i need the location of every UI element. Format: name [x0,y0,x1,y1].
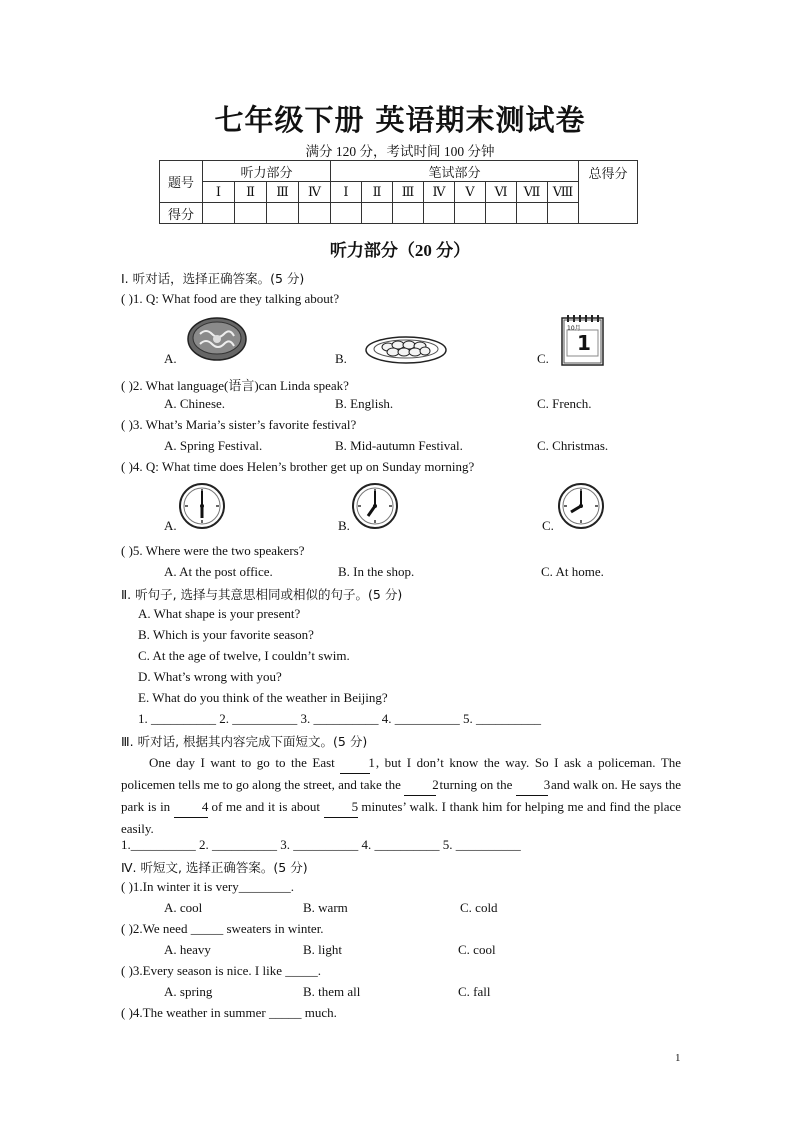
p4q3-option-b: B. them all [303,984,361,999]
part1-q2: ( )2. What language(语言)can Linda speak? [121,378,349,393]
listening-col: Ⅳ [299,182,331,203]
clock-eight-icon [557,482,605,530]
listening-col: Ⅰ [203,182,235,203]
q1-option-c: C. [537,351,549,366]
mooncake-icon [186,316,248,362]
part1-q4: ( )4. Q: What time does Helen’s brother get up on Sunday morning? [121,459,475,474]
p4q2-option-a: A. heavy [164,942,211,957]
writing-col: Ⅰ [331,182,362,203]
p4q1-option-b: B. warm [303,900,348,915]
part2-answer-line[interactable]: 1. __________ 2. __________ 3. __________ 4. __________ 5. __________ [138,711,541,726]
part4-q3: ( )3.Every season is nice. I like _____. [121,963,322,978]
p4q3-option-c: C. fall [458,984,491,999]
listening-col: Ⅲ [267,182,299,203]
page-subtitle: 满分 120 分，考试时间 100 分钟 [305,144,495,159]
part2-option: C. At the age of twelve, I couldn’t swim. [138,648,350,663]
score-cell[interactable] [299,203,331,224]
part1-q5: ( )5. Where were the two speakers? [121,543,305,558]
score-cell[interactable] [203,203,235,224]
part4-q1: ( )1.In winter it is very________. [121,879,294,894]
q5-option-a: A. At the post office. [164,564,273,579]
total-score-header: 总得分 [579,161,638,224]
score-cell[interactable] [267,203,299,224]
page-number: 1 [675,1052,681,1064]
score-cell[interactable] [362,203,393,224]
part4-q2: ( )2.We need _____ sweaters in winter. [121,921,324,936]
part3-answer-line[interactable]: 1.__________ 2. __________ 3. __________ 4. __________ 5. __________ [121,837,521,852]
passage-text: turning on the [439,777,513,792]
part3-passage [121,752,681,839]
score-cell[interactable] [517,203,548,224]
q4-option-c: C. [542,518,554,533]
part4-q4: ( )4.The weather in summer _____ much. [121,1005,337,1020]
score-cell[interactable] [548,203,579,224]
q4-option-a: A. [164,518,177,533]
writing-col: Ⅲ [393,182,424,203]
passage-text: of me and it is about [211,799,321,814]
calendar-day: 1 [577,331,591,355]
score-cell[interactable] [331,203,362,224]
passage-blank-1[interactable]: 1 [340,752,370,774]
passage-text: One day I want to go to the East [149,755,335,770]
writing-col: Ⅱ [362,182,393,203]
q2-option-a: A. Chinese. [164,396,226,411]
score-cell[interactable] [424,203,455,224]
passage-text: and walk on. He says the park is in [121,777,681,814]
passage-blank-4[interactable]: 4 [174,796,208,818]
score-label: 得分 [160,203,203,224]
q3-option-a: A. Spring Festival. [164,438,263,453]
passage-text: , but I don’t know the way. So I ask a policeman. The policemen tells me to go along the street, and take the [121,755,682,792]
q2-option-b: B. English. [335,396,394,411]
p4q2-option-b: B. light [303,942,343,957]
passage-blank-3[interactable]: 3 [516,774,548,796]
p4q1-option-a: A. cool [164,900,203,915]
passage-text: minutes’ walk. I thank him for helping me and find the place easily. [121,799,682,836]
p4q3-option-a: A. spring [164,984,213,999]
score-cell[interactable] [393,203,424,224]
clock-seven-icon [351,482,399,530]
score-cell[interactable] [455,203,486,224]
p4q1-option-c: C. cold [460,900,498,915]
part2-option: A. What shape is your present? [138,606,301,621]
q1-option-a: A. [164,351,177,366]
p4q2-option-c: C. cool [458,942,496,957]
score-cell[interactable] [235,203,267,224]
calendar-month: 10月 [567,325,581,332]
clock-six-icon [178,482,226,530]
part2-heading: Ⅱ. 听句子, 选择与其意思相同或相似的句子。(5 分) [121,587,403,602]
writing-col: Ⅴ [455,182,486,203]
q3-option-c: C. Christmas. [537,438,609,453]
passage-blank-2[interactable]: 2 [404,774,436,796]
calendar-icon [561,314,604,366]
writing-header: 笔试部分 [331,161,579,182]
part4-heading: Ⅳ. 听短文, 选择正确答案。(5 分) [121,860,308,875]
page-title: 七年级下册 英语期末测试卷 [214,103,586,137]
part2-option: D. What’s wrong with you? [138,669,282,684]
listening-section-title: 听力部分（20 分） [329,241,471,260]
question-number-label: 题号 [160,161,203,203]
q4-option-b: B. [338,518,350,533]
part2-option: B. Which is your favorite season? [138,627,314,642]
writing-col: Ⅶ [517,182,548,203]
part3-heading: Ⅲ. 听对话, 根据其内容完成下面短文。(5 分) [121,734,368,749]
writing-col: Ⅷ [548,182,579,203]
q5-option-c: C. At home. [541,564,604,579]
q2-option-c: C. French. [537,396,592,411]
part2-option: E. What do you think of the weather in Beijing? [138,690,388,705]
score-table [159,160,638,224]
passage-blank-5[interactable]: 5 [324,796,358,818]
listening-header: 听力部分 [203,161,331,182]
part1-q1: ( )1. Q: What food are they talking about? [121,291,340,306]
part1-heading: Ⅰ. 听对话，选择正确答案。(5 分) [121,271,305,286]
q5-option-b: B. In the shop. [338,564,415,579]
listening-col: Ⅱ [235,182,267,203]
q3-option-b: B. Mid-autumn Festival. [335,438,463,453]
score-cell[interactable] [486,203,517,224]
q1-option-b: B. [335,351,347,366]
part1-q3: ( )3. What’s Maria’s sister’s favorite festival? [121,417,357,432]
dumplings-icon [364,333,448,365]
writing-col: Ⅵ [486,182,517,203]
writing-col: Ⅳ [424,182,455,203]
